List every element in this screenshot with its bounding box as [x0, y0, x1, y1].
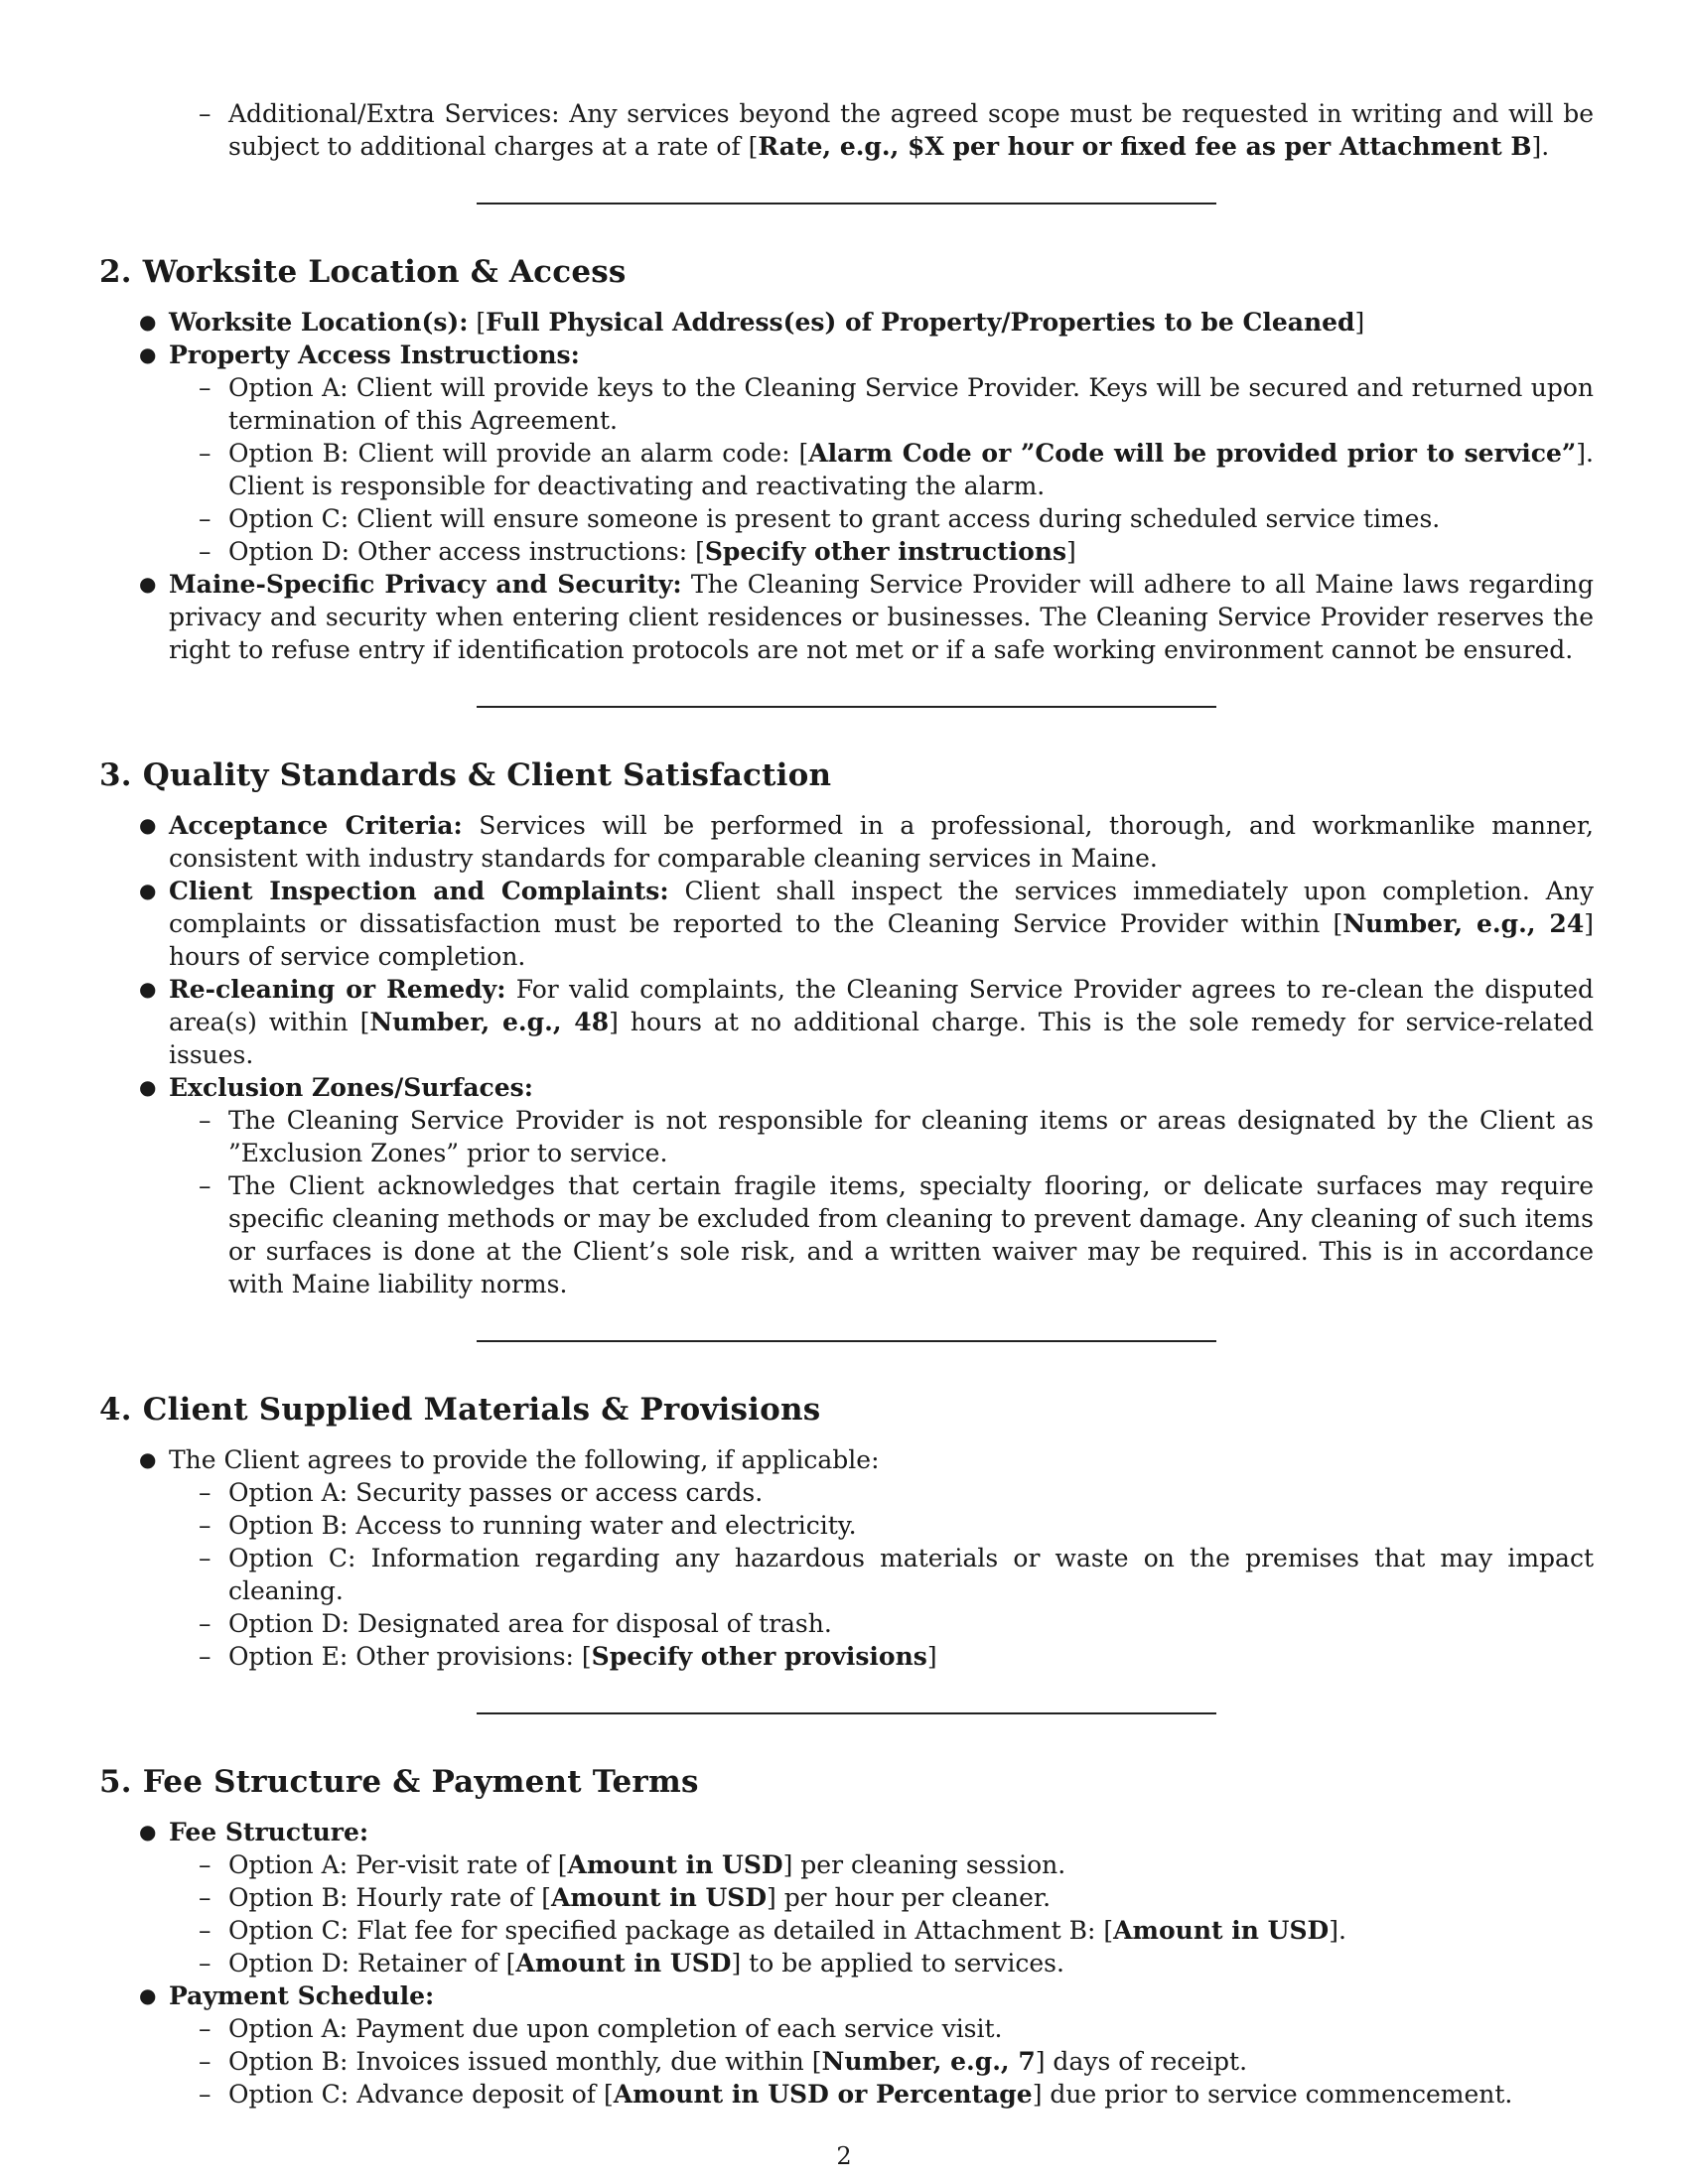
sub-list-item: – Option B: Hourly rate of [Amount in USD] per hour per cleaner.	[199, 1883, 1052, 1912]
list-item: ● Property Access Instructions: – Option A: Client will provide keys to the Cleaning Service Provider. Keys will be secured and returned upon termination of this Agreement. – Option B: Client will provide an alarm code: [Alarm Code or ”Code will be provided prior to service”]. Client is responsible for deactivating and reactivating the alarm. – Option C: Client will ensure someone is present to grant access during scheduled service times. – Option D: Other access instructions: [Specify other instructions]	[139, 341, 1594, 566]
section-divider	[477, 1340, 1216, 1342]
section-divider	[477, 706, 1216, 708]
sub-list-item: – Option C: Information regarding any hazardous materials or waste on the premises that may impact cleaning.	[199, 1544, 1594, 1605]
sub-list-item: – Option A: Client will provide keys to the Cleaning Service Provider. Keys will be secured and returned upon termination of this Agreement.	[199, 373, 1594, 435]
list-item: ● Re-cleaning or Remedy: For valid complaints, the Cleaning Service Provider agrees to re-clean the disputed area(s) within [Number, e.g., 48] hours at no additional charge. This is the sole remedy for service-related issues.	[139, 975, 1595, 1069]
sub-list-item: – Option B: Access to running water and electricity.	[199, 1511, 857, 1540]
section-title: 5. Fee Structure & Payment Terms	[99, 1764, 699, 1800]
additional-services-item: – Additional/Extra Services: Any services beyond the agreed scope must be requested in writing and will be subject to additional charges at a rate of [Rate, e.g., $X per hour or fixed fee as per Attachment B].	[199, 99, 1594, 161]
section-client-materials	[99, 1390, 1594, 1673]
section-fees	[99, 1762, 1594, 2111]
sub-list-item: – Option D: Retainer of [Amount in USD] to be applied to services.	[199, 1949, 1064, 1978]
section-title: 2. Worksite Location & Access	[99, 254, 627, 290]
sub-list-item: – Option A: Security passes or access cards.	[199, 1478, 764, 1507]
sub-list-item: – Option A: Per-visit rate of [Amount in USD] per cleaning session.	[199, 1850, 1066, 1879]
sub-list-item: – Option E: Other provisions: [Specify other provisions]	[199, 1642, 937, 1671]
sub-list-item: – The Client acknowledges that certain fragile items, specialty flooring, or delicate surfaces may require specific cleaning methods or may be excluded from cleaning to prevent damage. Any cleaning of such items or surfaces is done at the Client’s sole risk, and a written waiver may be required. This is in accordance with Maine liability norms.	[199, 1171, 1594, 1298]
section-title: 4. Client Supplied Materials & Provisions	[99, 1392, 821, 1428]
section-title: 3. Quality Standards & Client Satisfaction	[99, 757, 832, 793]
page-number: 2	[836, 2142, 852, 2170]
sub-list-item: – Option B: Invoices issued monthly, due within [Number, e.g., 7] days of receipt.	[199, 2047, 1248, 2076]
section-divider	[477, 1712, 1216, 1714]
sub-list-item: – Option A: Payment due upon completion of each service visit.	[199, 2014, 1003, 2043]
sub-list-item: – Option D: Designated area for disposal of trash.	[199, 1609, 832, 1638]
sub-list-item: – Option C: Client will ensure someone is present to grant access during scheduled service times.	[199, 504, 1441, 533]
section-quality	[99, 755, 1594, 1300]
list-item: ● Client Inspection and Complaints: Client shall inspect the services immediately upon completion. Any complaints or dissatisfaction must be reported to the Cleaning Service Provider within [Number, e.g., 24] hours of service completion.	[139, 877, 1594, 971]
list-item: ● Payment Schedule: – Option A: Payment due upon completion of each service visit. – Option B: Invoices issued monthly, due within [Number, e.g., 7] days of receipt. – Option C: Advance deposit of [Amount in USD or Percentage] due prior to service commencement.	[99, 1979, 1594, 2111]
section-worksite	[99, 252, 1594, 666]
page-content	[99, 97, 1594, 2111]
sub-list-item: – Option B: Client will provide an alarm code: [Alarm Code or ”Code will be provided prior to service”]. Client is responsible for deactivating and reactivating the alarm.	[199, 439, 1594, 500]
section-divider	[477, 203, 1216, 205]
list-item: ● Acceptance Criteria: Services will be performed in a professional, thorough, and workmanlike manner, consistent with industry standards for comparable cleaning services in Maine.	[139, 811, 1594, 873]
sub-list-item: – The Cleaning Service Provider is not responsible for cleaning items or areas designated by the Client as ”Exclusion Zones” prior to service.	[199, 1106, 1594, 1167]
sub-list-item: – Option D: Other access instructions: [Specify other instructions]	[199, 537, 1076, 566]
list-item: ● Worksite Location(s): [Full Physical Address(es) of Property/Properties to be Cleaned]	[139, 308, 1365, 337]
list-item: ● Maine-Specific Privacy and Security: The Cleaning Service Provider will adhere to all Maine laws regarding privacy and security when entering client residences or businesses. The Cleaning Service Provider reserves the right to refuse entry if identification protocols are not met or if a safe working environment cannot be ensured.	[139, 570, 1594, 664]
sub-list-item: – Option C: Flat fee for specified package as detailed in Attachment B: [Amount in USD].	[199, 1916, 1346, 1945]
list-item: ● Exclusion Zones/Surfaces: – The Cleaning Service Provider is not responsible for cleaning items or areas designated by the Client as ”Exclusion Zones” prior to service. – The Client acknowledges that certain fragile items, specialty flooring, or delicate surfaces may require specific cleaning methods or may be excluded from cleaning to prevent damage. Any cleaning of such items or surfaces is done at the Client’s sole risk, and a written waiver may be required. This is in accordance with Maine liability norms.	[139, 1073, 1594, 1298]
list-item: ● Fee Structure: – Option A: Per-visit rate of [Amount in USD] per cleaning session. – Option B: Hourly rate of [Amount in USD] per hour per cleaner. – Option C: Flat fee for specified package as detailed in Attachment B: [Amount in USD]. – Option D: Retainer of [Amount in USD] to be applied to services.	[99, 1816, 1594, 1979]
sub-list-item: – Option C: Advance deposit of [Amount in USD or Percentage] due prior to service commencement.	[199, 2080, 1513, 2109]
list-item: ● The Client agrees to provide the following, if applicable: – Option A: Security passes or access cards. – Option B: Access to running water and electricity. – Option C: Information regarding any hazardous materials or waste on the premises that may impact cleaning. – Option D: Designated area for disposal of trash. – Option E: Other provisions: [Specify other provisions]	[139, 1445, 1594, 1671]
